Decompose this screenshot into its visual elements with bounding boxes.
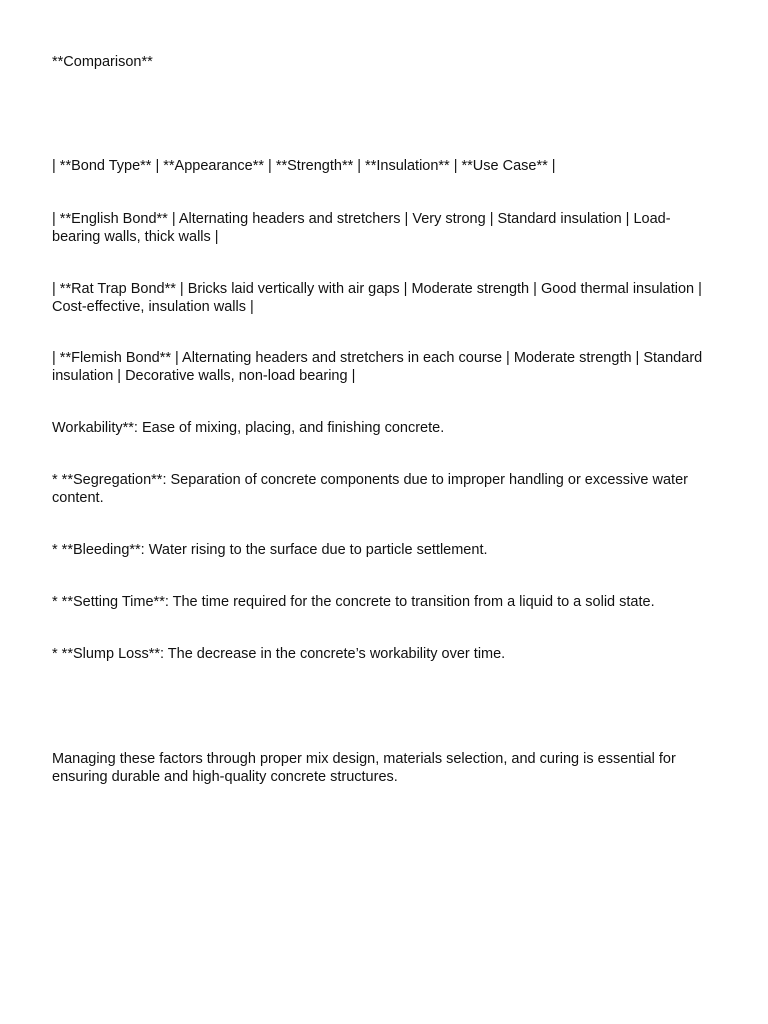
bullet-bleeding: * **Bleeding**: Water rising to the surface due to particle settlement. — [52, 542, 488, 558]
bullet-slump-loss: * **Slump Loss**: The decrease in the concrete’s workability over time. — [52, 646, 506, 662]
bullet-segregation: * **Segregation**: Separation of concrete components due to improper handling or excessive water content. — [52, 472, 688, 506]
bullet-setting-time: * **Setting Time**: The time required for the concrete to transition from a liquid to a solid state. — [52, 594, 655, 610]
conclusion-paragraph: Managing these factors through proper mix design, materials selection, and curing is essential for ensuring durable and high-quality concrete structures. — [52, 751, 676, 785]
table-row-flemish-bond: | **Flemish Bond** | Alternating headers and stretchers in each course | Moderate strength | Standard insulation | Decorative walls, non-load bearing | — [52, 350, 703, 384]
table-header-row: | **Bond Type** | **Appearance** | **Strength** | **Insulation** | **Use Case** | — [52, 158, 556, 174]
comparison-heading: **Comparison** — [52, 54, 153, 70]
table-row-english-bond: | **English Bond** | Alternating headers and stretchers | Very strong | Standard insulation | Load-bearing walls, thick walls | — [52, 211, 671, 245]
table-row-rat-trap-bond: | **Rat Trap Bond** | Bricks laid vertically with air gaps | Moderate strength | Good thermal insulation | Cost-effective, insulation walls | — [52, 281, 702, 315]
workability-text: Workability**: Ease of mixing, placing, and finishing concrete. — [52, 420, 445, 436]
